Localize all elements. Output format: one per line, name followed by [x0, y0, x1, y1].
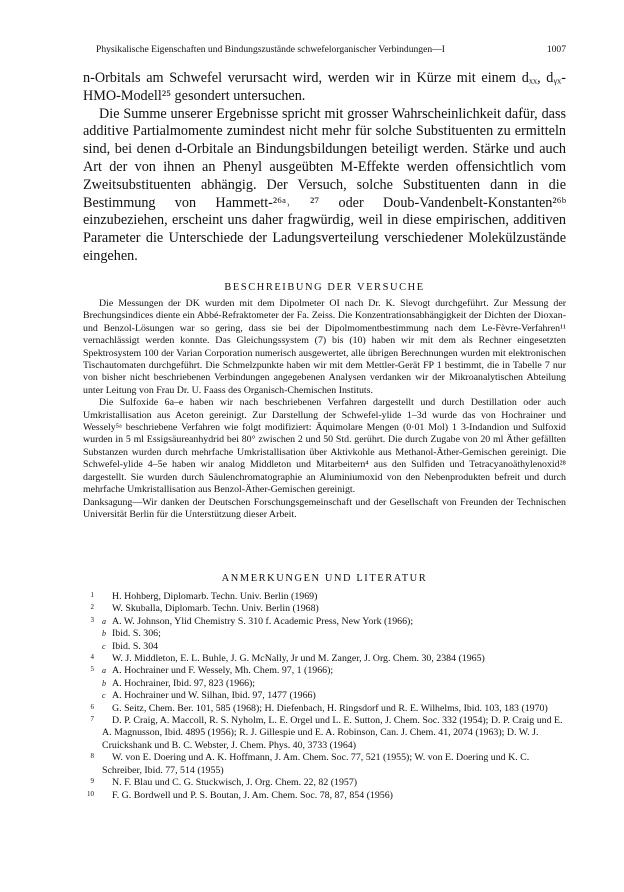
reference-item: 5 a A. Hochrainer und F. Wessely, Mh. Chem. 97, 1 (1966); [90, 665, 334, 677]
reference-item: 7 D. P. Craig, A. Maccoll, R. S. Nyholm, L. E. Orgel und L. E. Sutton, J. Chem. Soc. 332 (1954); D. P. Craig und E. A. Magnusson, Ibid. 4895 (1956); R. J. Gillespie und E. A. Robinson, Can. J. Chem. 41, 2074 (1963); D. W. J. Cruickshank und B. C. Webster, J. Chem. Phys. 40, 3733 (1964) [90, 715, 563, 751]
reference-item: b Ibid. S. 306; [102, 628, 161, 640]
reference-list [80, 591, 568, 802]
acknowledgement: Danksagung—Wir danken der Deutschen Forschungsgemeinschaft und der Gesellschaft von Freunden der Technischen Universität Berlin für die Unterstützung dieser Arbeit. [83, 496, 566, 520]
reference-item: 1 H. Hohberg, Diplomarb. Techn. Univ. Berlin (1969) [90, 591, 318, 602]
section-heading-references: ANMERKUNGEN UND LITERATUR [221, 573, 428, 584]
methods-paragraph-2: Die Sulfoxide 6a–e haben wir nach beschriebenen Verfahren dargestellt und durch Destillation oder auch Umkristallisation aus Aceton gereinigt. Zur Darstellung der Schwefel-ylide 1–3d wurde das von Hochrainer und Wessely⁵ᵃ beschriebene Verfahren wie folgt modifiziert: Äquimolare Mengen (0·01 Mol) 1 3-Indandion und Sulfoxid wurden in 5 ml Essigsäureanhydrid bei 80° zwischen 2 und 50 Std. gerührt. Die durch Zugabe von 20 ml Äther gefällten Substanzen wurden durch mehrfache Umkristallisation über Aktivkohle aus Methanol-Äther-Gemischen gereinigt. Die Schwefel-ylide 4–5e haben wir analog Middleton und Mitarbeitern⁴ aus den Sulfiden und Tetracyanoäthylenoxid²⁸ dargestellt. Sie wurden durch Säulenchromatographie an Aluminiumoxid von den Nebenprodukten befreit und durch mehrfache Umkristallisation aus Benzol-Äther-Gemischen gereinigt. [83, 397, 566, 496]
reference-item: 9 N. F. Blau und C. G. Stuckwisch, J. Org. Chem. 22, 82 (1957) [90, 777, 358, 789]
reference-item: b A. Hochrainer, Ibid. 97, 823 (1966); [102, 677, 256, 689]
section-heading-methods: BESCHREIBUNG DER VERSUCHE [224, 282, 425, 293]
running-title: Physikalische Eigenschaften und Bindungszustände schwefelorganischer Verbindungen—I [96, 44, 445, 55]
reference-item: c A. Hochrainer und W. Silhan, Ibid. 97, 1477 (1966) [102, 690, 316, 702]
reference-item: 3 a A. W. Johnson, Ylid Chemistry S. 310 f. Academic Press, New York (1966); [90, 615, 414, 627]
reference-item: 4 W. J. Middleton, E. L. Buhle, J. G. McNally, Jr und M. Zanger, J. Org. Chem. 30, 2384 (1965) [90, 653, 485, 665]
body-paragraph-2: Die Summe unserer Ergebnisse spricht mit grosser Wahrscheinlichkeit dafür, dass additive Partialmomente zumindest nicht mehr für solche Substituenten zu ermitteln sind, bei denen d-Orbitale an Bindungsbildungen beteiligt werden. Stärke und auch Art der von ihnen an Phenyl ausgeübten M-Effekte werden offensichtlich vom Zweitsubstituenten abhängig. Der Versuch, solche Substituenten dann in die Bestimmung von Hammett-²⁶ᵃ˒ ²⁷ oder Doub-Vandenbelt-Konstanten²⁶ᵇ einzubeziehen, erscheint uns daher fragwürdig, weil in diese empirischen, additiven Parameter die Unterschiede der Ladungsverteilung verschiedener Molekülzustände eingehen. [83, 105, 566, 264]
page-number: 1007 [546, 44, 566, 55]
reference-item: c Ibid. S. 304 [102, 640, 159, 652]
reference-item: 2 W. Skuballa, Diplomarb. Techn. Univ. Berlin (1968) [90, 603, 319, 615]
reference-item: 8 W. von E. Doering und A. K. Hoffmann, J. Am. Chem. Soc. 77, 521 (1955); W. von E. Doering und K. C. Schreiber, Ibid. 77, 514 (1955) [90, 752, 530, 776]
methods-paragraph-1: Die Messungen der DK wurden mit dem Dipolmeter OI nach Dr. K. Slevogt durchgeführt. Zur Messung der Brechungsindices diente ein Abbé-Refraktometer der Fa. Zeiss. Die Konzentrationsabhängigkeit der Dichten der Dioxan- und Benzol-Lösungen war so gering, dass sie bei der Dipolmomentbestimmung nach dem Le-Fèvre-Verfahren¹¹ vernachlässigt werden konnte. Das Gleichungssystem (7) bis (10) haben wir mit dem als Rechner eingesetzten Spektrosystem 100 der Varian Corporation numerisch ausgewertet, alle übrigen Berechnungen wurden mit elektronischen Tischautomaten durchgeführt. Die Schmelzpunkte haben wir mit dem Mettler-Gerät FP 1 bestimmt, die in Tabelle 7 nur von bisher nicht beschriebenen Verbindungen angegebenen Analysen verdanken wir der Mikroanalytischen Abteilung unter Leitung von Frau Dr. U. Faass des Organisch-Chemischen Instituts. [83, 298, 566, 396]
body-paragraph-1: n-Orbitals am Schwefel verursacht wird, werden wir in Kürze mit einem dₓₓ, dᵧₓ-HMO-Modell²⁵ gesondert untersuchen. [83, 70, 566, 104]
body-text [83, 70, 566, 266]
methods-section [83, 298, 566, 521]
reference-item: 6 G. Seitz, Chem. Ber. 101, 585 (1968); H. Diefenbach, H. Ringsdorf und R. E. Wilhelms, Ibid. 103, 183 (1970) [90, 702, 548, 714]
reference-item: 10 F. G. Bordwell und P. S. Boutan, J. Am. Chem. Soc. 78, 87, 854 (1956) [87, 789, 393, 801]
